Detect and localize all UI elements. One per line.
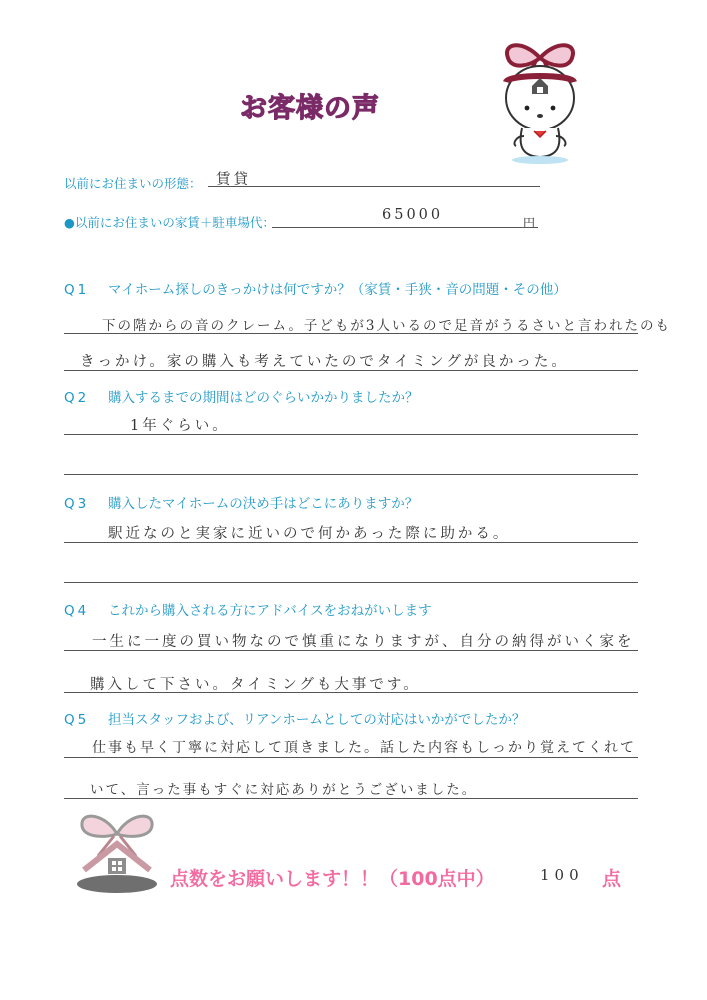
page-title: お客様の声 xyxy=(240,93,380,124)
question-3 xyxy=(64,492,418,512)
question-text: これから購入される方にアドバイスをおねがいします xyxy=(108,603,432,619)
ribbon-house-logo xyxy=(72,808,162,896)
score-value: 100 xyxy=(540,866,584,884)
question-number: Q1 xyxy=(64,282,90,298)
previous-cost-value: 65000 xyxy=(382,207,444,223)
previous-cost-label: ●以前にお住まいの家賃＋駐車場代： xyxy=(64,215,275,230)
previous-housing-value: 賃貸 xyxy=(216,172,251,188)
question-2 xyxy=(64,386,419,406)
answer-rule xyxy=(64,434,638,435)
answer-rule xyxy=(64,370,638,371)
answer-rule xyxy=(64,757,638,758)
answer-rule xyxy=(64,474,638,475)
mascot-illustration xyxy=(494,36,586,166)
question-1 xyxy=(64,278,567,298)
question-text: 担当スタッフおよび、リアンホームとしての対応はいかがでしたか？ xyxy=(108,712,526,728)
score-unit: 点 xyxy=(602,868,622,890)
underline xyxy=(208,186,540,187)
question-number: Q5 xyxy=(64,712,90,728)
answer-line: 購入して下さい。タイミングも大事です。 xyxy=(90,677,421,693)
question-5 xyxy=(64,708,525,728)
question-text: 購入するまでの期間はどのぐらいかかりましたか？ xyxy=(108,390,419,406)
question-4 xyxy=(64,599,432,619)
question-number: Q3 xyxy=(64,496,90,512)
question-number: Q4 xyxy=(64,603,90,619)
answer-line: 一生に一度の買い物なので慎重になりますが、自分の納得がいく家を xyxy=(92,634,635,650)
question-number: Q2 xyxy=(64,390,90,406)
underline xyxy=(272,227,538,228)
answer-rule xyxy=(64,798,638,799)
answer-rule xyxy=(64,542,638,543)
answer-line: いて、言った事もすぐに対応ありがとうございました。 xyxy=(90,782,478,798)
question-text: 購入したマイホームの決め手はどこにありますか？ xyxy=(108,496,419,512)
answer-line: きっかけ。家の購入も考えていたのでタイミングが良かった。 xyxy=(80,354,569,370)
answer-rule xyxy=(64,333,638,334)
answer-rule xyxy=(64,650,638,651)
answer-line: 下の階からの音のクレーム。子どもが3人いるので足音がうるさいと言われたのも xyxy=(102,318,671,334)
answer-line: 仕事も早く丁寧に対応して頂きました。話した内容もしっかり覚えてくれて xyxy=(92,740,636,756)
answer-rule xyxy=(64,582,638,583)
answer-line: 駅近なのと実家に近いので何かあった際に助かる。 xyxy=(108,526,511,542)
answer-rule xyxy=(64,692,638,693)
answer-line: 1年ぐらい。 xyxy=(130,418,230,434)
yen-unit: 円 xyxy=(523,216,536,230)
score-prompt: 点数をお願いします！！（100点中） xyxy=(170,868,495,890)
question-text: マイホーム探しのきっかけは何ですか？（家賃・手狭・音の問題・その他） xyxy=(108,282,567,298)
previous-housing-label: 以前にお住まいの形態： xyxy=(64,176,202,191)
